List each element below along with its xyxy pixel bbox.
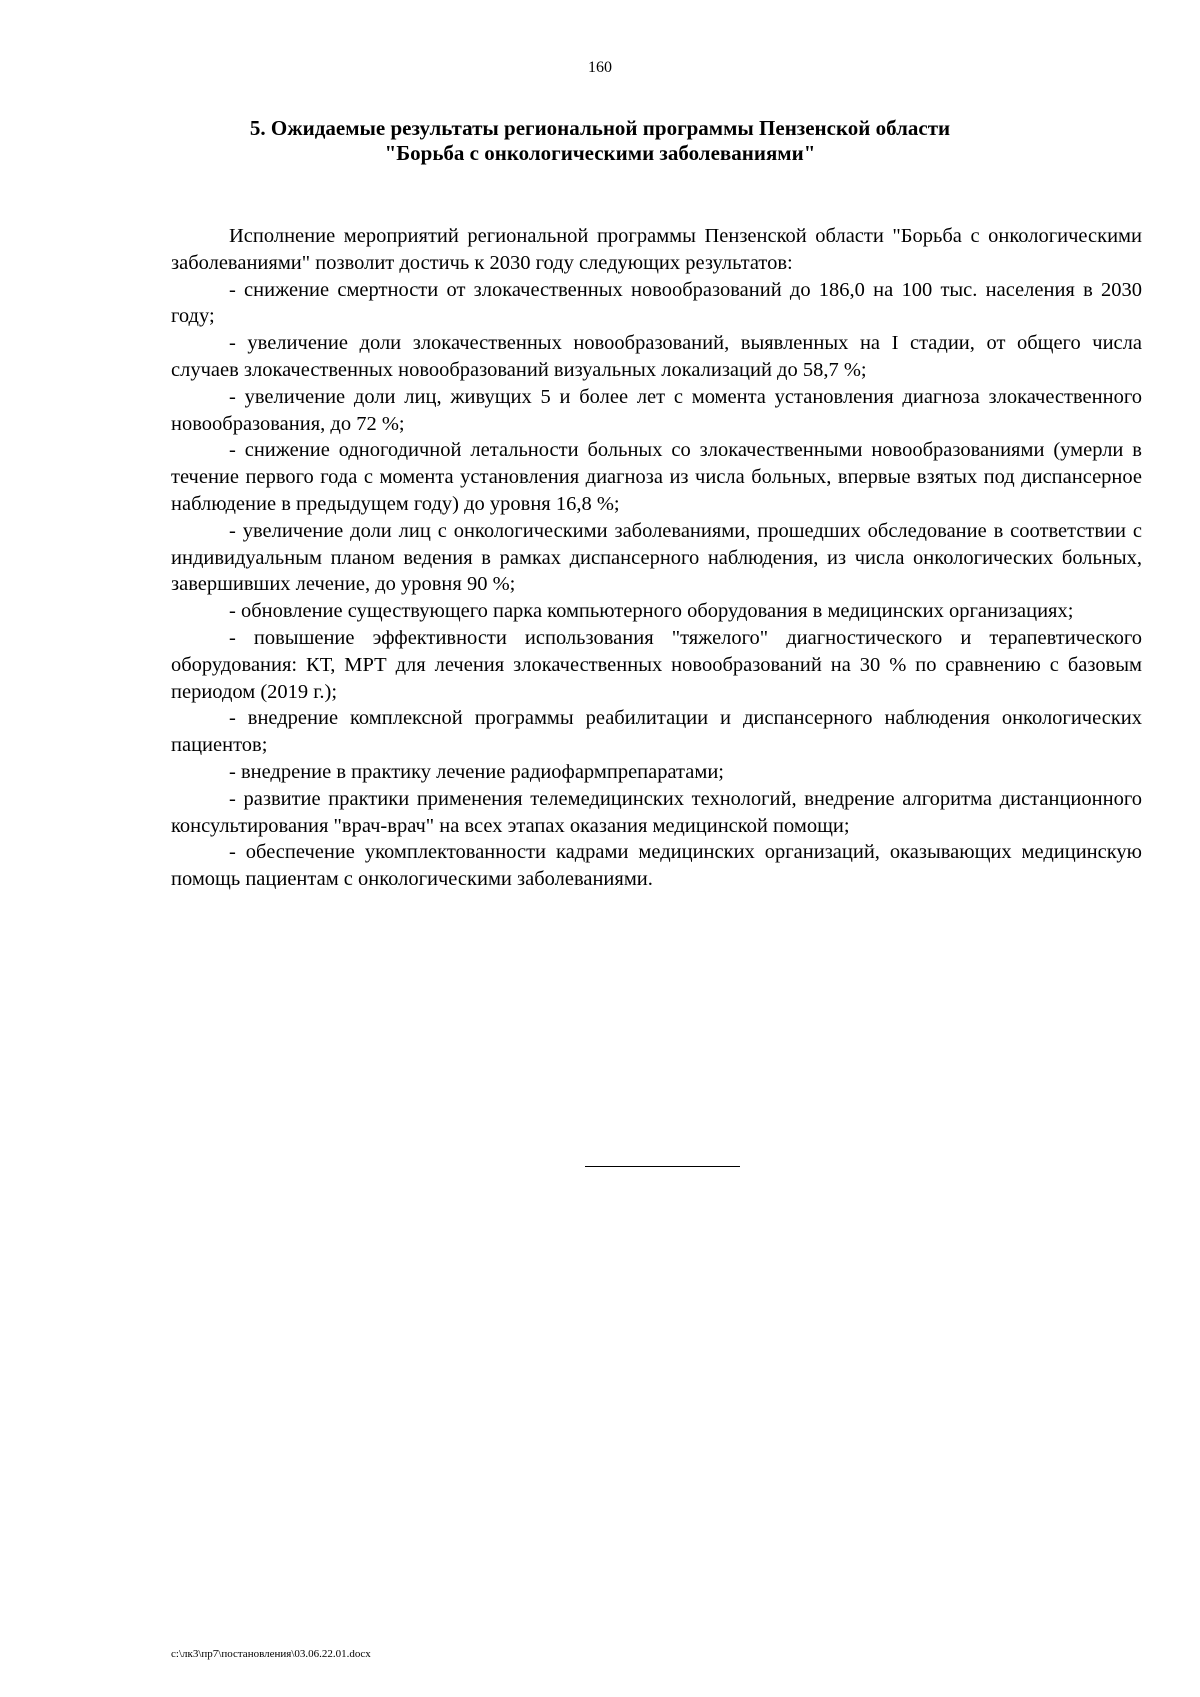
intro-paragraph: Исполнение мероприятий региональной программы Пензенской области "Борьба с онкологическими заболеваниями" позволит достичь к 2030 году следующих результатов: bbox=[171, 225, 1142, 274]
list-item: - повышение эффективности использования "тяжелого" диагностического и терапевтического оборудования: КТ, МРТ для лечения злокачественных новообразований на 30 % по сравнению с базовым периодом (2019 г.); bbox=[171, 626, 1142, 703]
list-item: - обновление существующего парка компьютерного оборудования в медицинских организациях; bbox=[229, 600, 1074, 623]
section-heading-line-1: 5. Ожидаемые результаты региональной программы Пензенской области bbox=[249, 116, 951, 140]
file-path-footer: c:\лк3\пр7\постановления\03.06.22.01.docx bbox=[171, 1648, 371, 1660]
list-item: - снижение одногодичной летальности больных со злокачественными новообразованиями (умерли в течение первого года с момента установления диагноза из числа больных, впервые взятых под диспансерное наблюдение в предыдущем году) до уровня 16,8 %; bbox=[171, 439, 1142, 515]
list-item: - внедрение комплексной программы реабилитации и диспансерного наблюдения онкологических пациентов; bbox=[171, 707, 1142, 757]
list-item: - развитие практики применения телемедицинских технологий, внедрение алгоритма дистанционного консультирования "врач-врач" на всех этапах оказания медицинской помощи; bbox=[171, 787, 1142, 837]
list-item: - увеличение доли лиц, живущих 5 и более лет с момента установления диагноза злокачественного новообразования, до 72 %; bbox=[171, 385, 1142, 435]
section-heading-line-2: "Борьба с онкологическими заболеваниями" bbox=[384, 141, 816, 165]
list-item: - внедрение в практику лечение радиофармпрепаратами; bbox=[229, 760, 725, 783]
end-divider bbox=[585, 1166, 740, 1167]
list-item: - увеличение доли злокачественных новообразований, выявленных на I стадии, от общего числа случаев злокачественных новообразований визуальных локализаций до 58,7 %; bbox=[171, 332, 1142, 381]
page-number: 160 bbox=[588, 59, 612, 76]
list-item: - обеспечение укомплектованности кадрами медицинских организаций, оказывающих медицинскую помощь пациентам с онкологическими заболеваниями. bbox=[171, 841, 1142, 891]
body-text bbox=[171, 223, 1142, 893]
list-item: - снижение смертности от злокачественных новообразований до 186,0 на 100 тыс. населения в 2030 году; bbox=[171, 278, 1142, 328]
section-heading bbox=[150, 116, 1050, 166]
list-item: - увеличение доли лиц с онкологическими заболеваниями, прошедших обследование в соответствии с индивидуальным планом ведения в рамках диспансерного наблюдения, из числа онкологических больных, завершивших лечение, до уровня 90 %; bbox=[171, 519, 1142, 596]
